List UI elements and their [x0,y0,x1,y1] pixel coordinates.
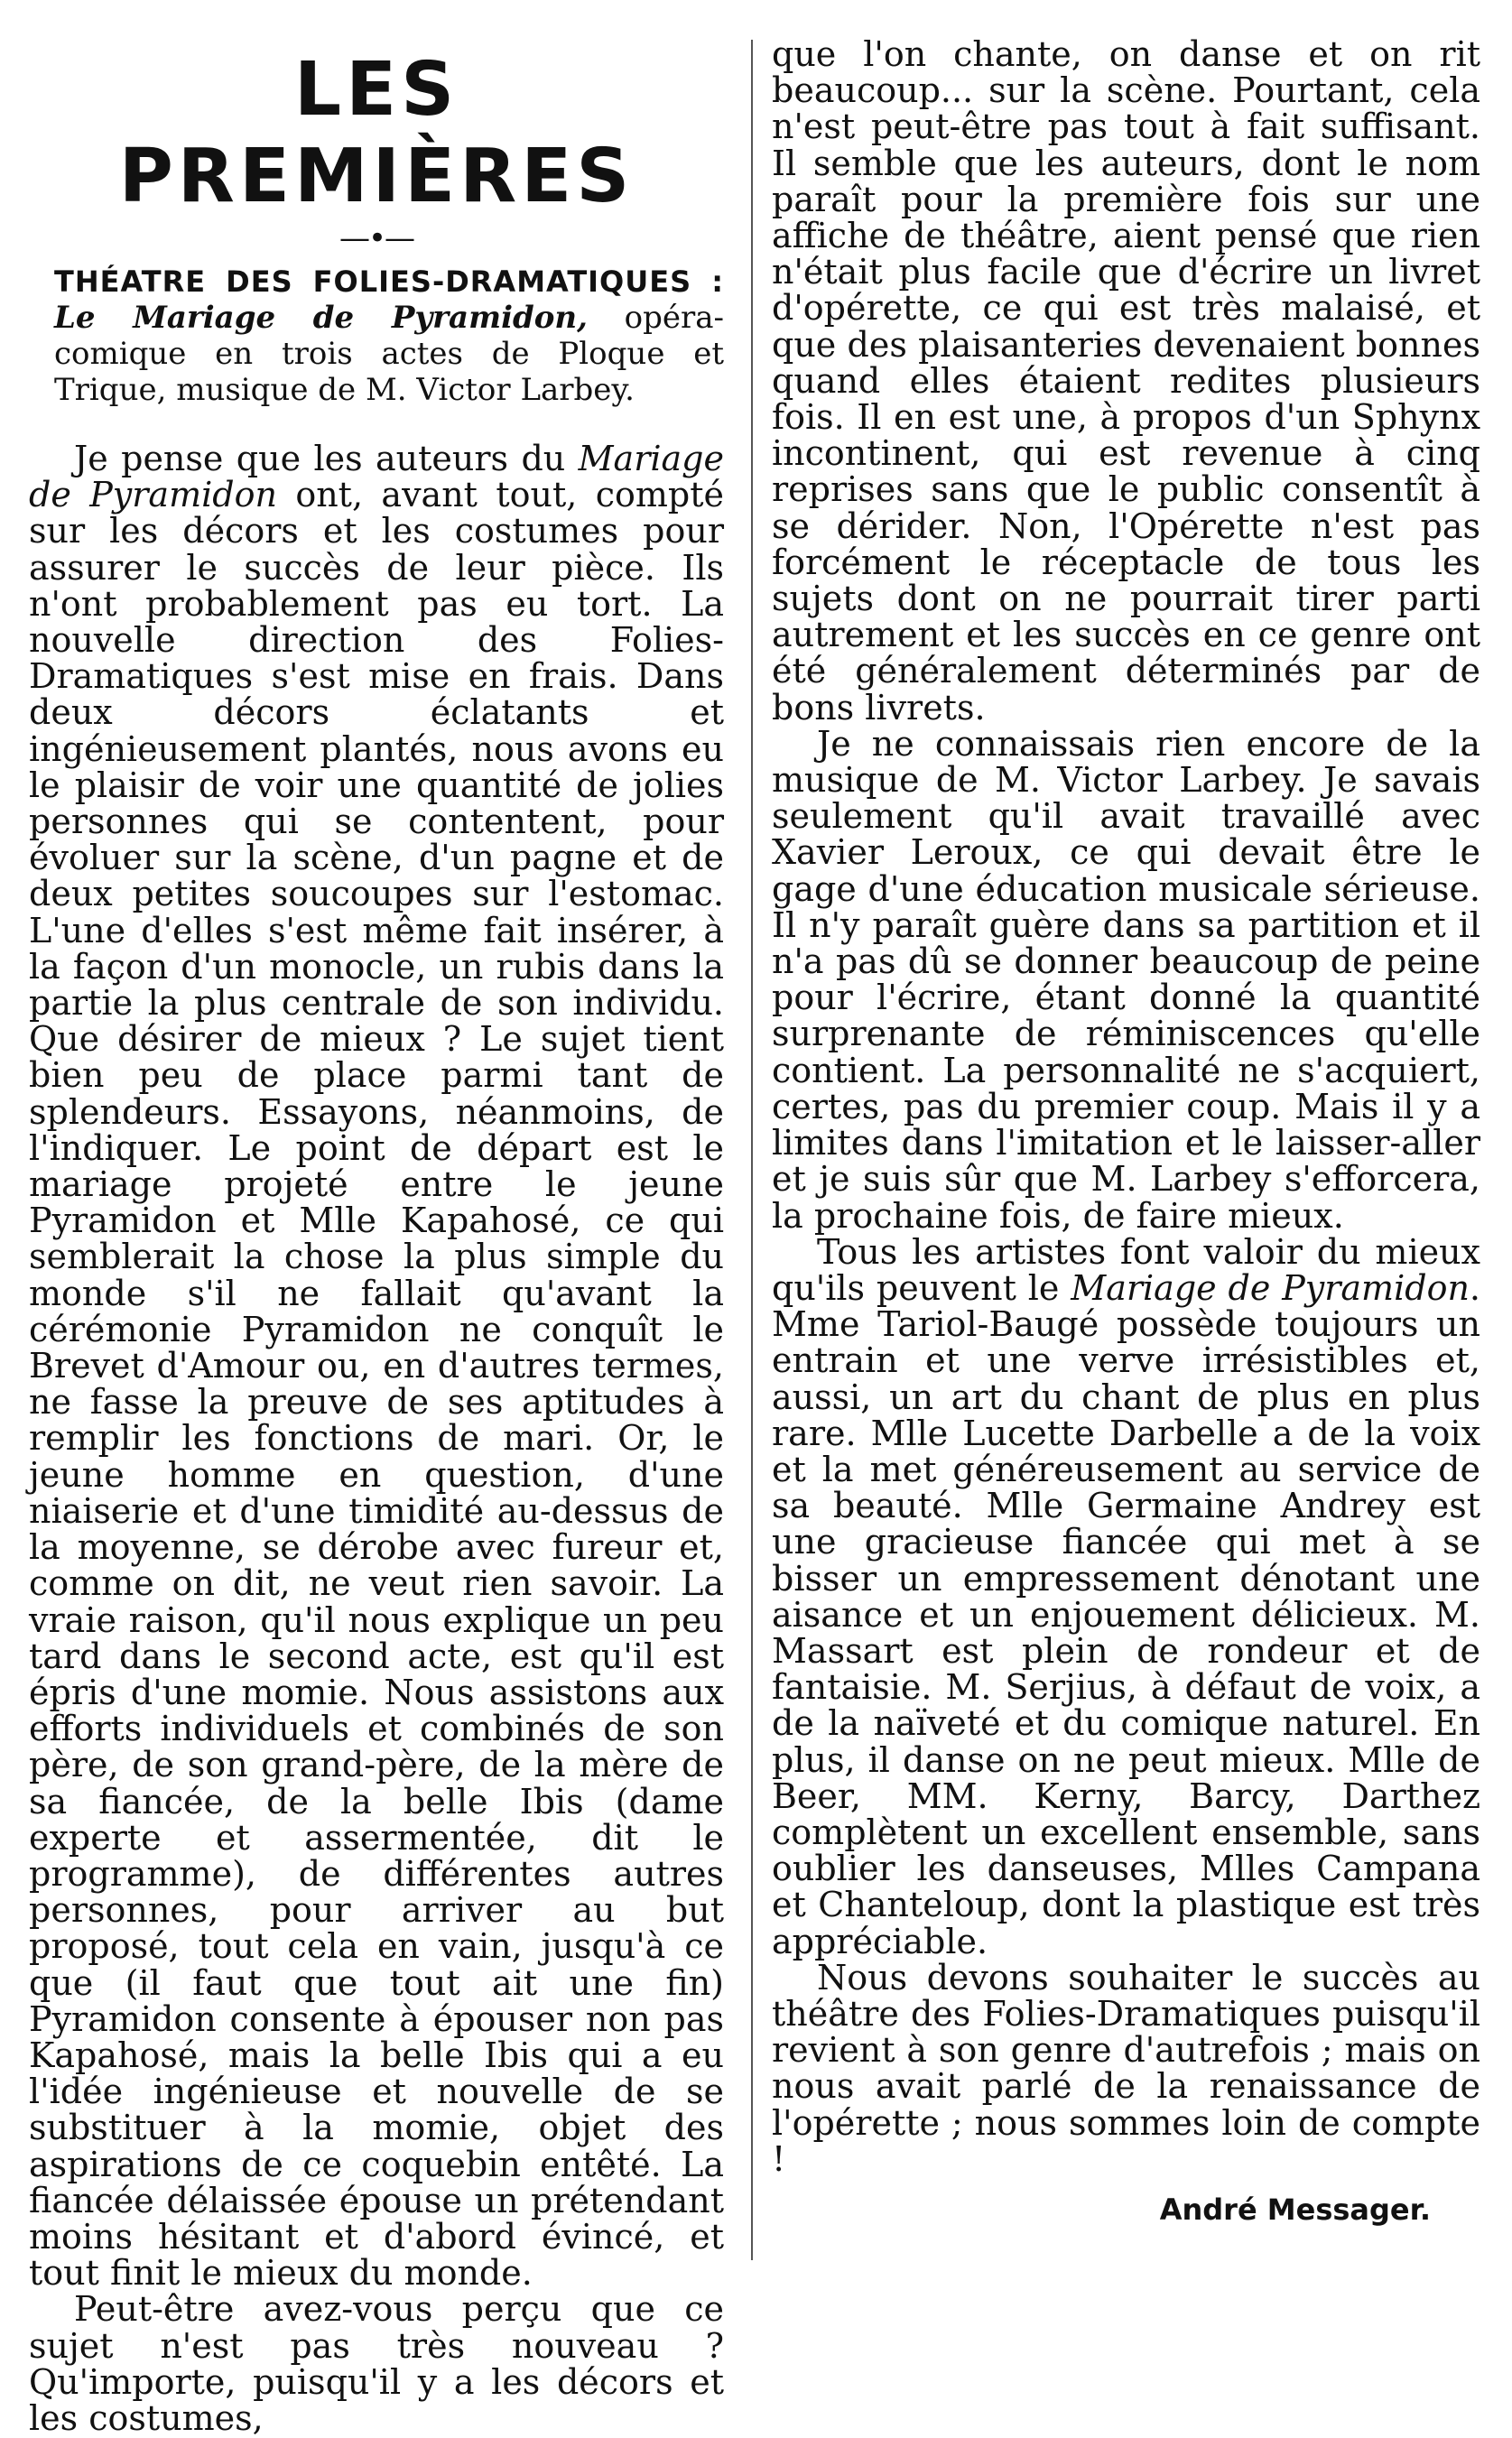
article-paragraph-1: Je pense que les auteurs du Mariage de Pyramidon ont, avant tout, compté sur les décors et les costumes pour assurer le succès de leur pièce. Ils n'ont probablement pas eu tort. La nouvelle direction des Folies-Dramatiques s'est mise en frais. Dans deux décors éclatants et ingénieusement plantés, nous avons eu le plaisir de voir une quantité de jolies personnes qui se contentent, pour évoluer sur la scène, d'un pagne et de deux petites soucoupes sur l'estomac. L'une d'elles s'est même fait insérer, à la façon d'un monocle, un rubis dans la partie la plus centrale de son individu. Que désirer de mieux ? Le sujet tient bien peu de place parmi tant de splendeurs. Essayons, néanmoins, de l'indiquer. Le point de départ est le mariage projeté entre le jeune Pyramidon et Mlle Kapahosé, ce qui semblerait la chose la plus simple du monde s'il ne fallait qu'avant la cérémonie Pyramidon ne conquît le Brevet d'Amour ou, en d'autres termes, ne fasse la preuve de ses aptitudes à remplir les fonctions de mari. Or, le jeune homme en question, d'une niaiserie et d'une timidité au-dessus de la moyenne, se dérobe avec fureur et, comme on dit, ne veut rien savoir. La vraie raison, qu'il nous explique un peu tard dans le second acte, est qu'il est épris d'une momie. Nous assistons aux efforts individuels et combinés de son père, de son grand-père, de la mère de sa fiancée, de la belle Ibis (dame experte et assermentée, dit le programme), de différentes autres personnes, pour arriver au but proposé, tout cela en vain, jusqu'à ce que (il faut que tout ait une fin) Pyramidon consente à épouser non pas Kapahosé, mais la belle Ibis qui a eu l'idée ingénieuse et nouvelle de se substituer à la momie, objet des aspirations de ce coquebin entêté. La fiancée délaissée épouse un prétendant moins hésitant et d'abord évincé, et tout finit le mieux du monde. [29,439,724,2294]
column-divider [751,40,753,2260]
article-paragraph-2-start: Peut-être avez-vous perçu que ce sujet n'est pas très nouveau ? Qu'importe, puisqu'il y a les décors et les costumes, [29,2289,724,2438]
theatre-name: THÉATRE DES FOLIES-DRAMATIQUES : [54,264,724,299]
ornament-divider: —•— [339,220,414,256]
play-title-ref: Mariage de Pyramidon [1071,1267,1470,1308]
right-column [772,36,1480,2228]
play-details: opéra-comique en trois actes de Ploque et Trique, musique de M. Victor Larbey. [54,300,724,408]
article-paragraph-5: Nous devons souhaiter le succès au théâtre des Folies-Dramatiques puisqu'il revient à son genre d'autrefois ; mais on nous avait parlé de la renaissance de l'opérette ; nous sommes loin de compte ! [772,1957,1480,2179]
review-headline [29,264,724,408]
article-paragraph-2-continued: que l'on chante, on danse et on rit beaucoup... sur la scène. Pourtant, cela n'est peut-être pas tout à fait suffisant. Il semble que les auteurs, dont le nom paraît pour la première fois sur une affiche de théâtre, aient pensé que rien n'était plus facile que d'écrire un livret d'opérette, ce qui est très malaisé, et que des plaisanteries devenaient bonnes quand elles étaient redites plusieurs fois. Il en est une, à propos d'un Sphynx incontinent, qui est revenue à cinq reprises sans que le public consentît à se dérider. Non, l'Opérette n'est pas forcément le réceptacle de tous les sujets dont on ne pourrait tirer parti autrement et les succès en ce genre ont été généralement déterminés par de bons livrets. [772,34,1480,728]
article-paragraph-3: Je ne connaissais rien encore de la musique de M. Victor Larbey. Je savais seulement qu'il avait travaillé avec Xavier Leroux, ce qui devait être le gage d'une éducation musicale sérieuse. Il n'y paraît guère dans sa partition et il n'a pas dû se donner beaucoup de peine pour l'écrire, étant donné la quantité surprenante de réminiscences qu'elle contient. La personnalité ne s'acquiert, certes, pas du premier coup. Mais il y a limites dans l'imitation et le laisser-aller et je suis sûr que M. Larbey s'efforcera, la prochaine fois, de faire mieux. [772,723,1480,1236]
left-column [29,36,724,2436]
section-masthead: LES PREMIÈRES [118,47,635,219]
article-paragraph-4: Tous les artistes font valoir du mieux qu'ils peuvent le Mariage de Pyramidon. Mme Tariol-Baugé possède toujours un entrain et une verve irrésistibles et, aussi, un art du chant de plus en plus rare. Mlle Lucette Darbelle a de la voix et la met généreusement au service de sa beauté. Mlle Germaine Andrey est une gracieuse fiancée qui met à se bisser un empressement dénotant une aisance et un enjouement délicieux. M. Massart est plein de rondeur et de fantaisie. M. Serjius, à défaut de voix, a de la naïveté et du comique naturel. En plus, il danse on ne peut mieux. Mlle de Beer, MM. Kerny, Barcy, Darthez complètent un excellent ensemble, sans oublier les danseuses, Mlles Campana et Chanteloup, dont la plastique est très appréciable. [772,1231,1481,1961]
play-title: Le Mariage de Pyramidon, [54,300,588,336]
play-title-ref: Mariage de Pyramidon [29,439,724,515]
author-signature: André Messager. [1159,2192,1431,2227]
